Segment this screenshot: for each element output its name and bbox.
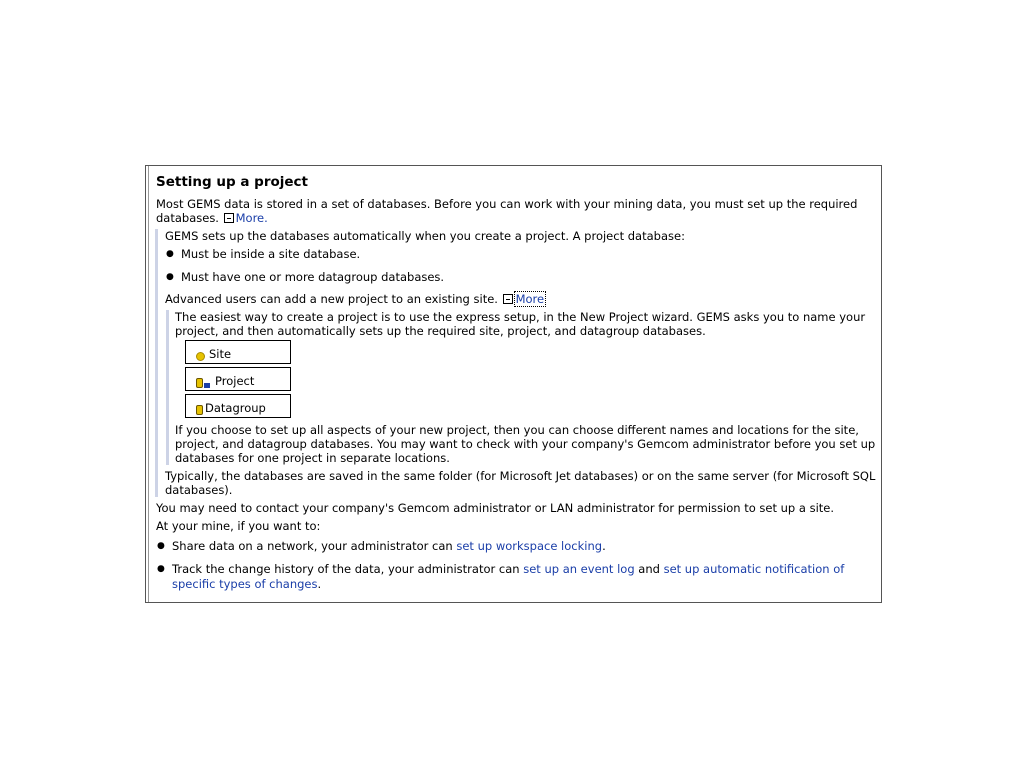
admin-list	[156, 539, 879, 592]
event-log-link[interactable]: set up an event log	[523, 562, 635, 576]
list-item: ● Must have one or more datagroup databases.	[165, 270, 879, 284]
advanced-paragraph	[165, 292, 879, 306]
site-icon	[196, 352, 205, 361]
project-icon	[196, 378, 203, 388]
list-item	[156, 539, 879, 553]
section1-text3: Typically, the databases are saved in the same folder (for Microsoft Jet databases) or on the same server (for Microsoft SQL databases).	[165, 469, 876, 497]
intro-text: Most GEMS data is stored in a set of databases. Before you can work with your mining data, you must set up the required databases.	[156, 197, 858, 225]
workspace-locking-link[interactable]: set up workspace locking	[456, 539, 603, 553]
project-label: Project	[215, 374, 255, 388]
collapse-icon[interactable]	[503, 294, 513, 304]
automatic-notification-link[interactable]: set up automatic notification of specific types of changes	[172, 562, 845, 591]
datagroup-item	[185, 394, 291, 418]
datagroup-icon	[196, 405, 203, 415]
expanded-section-databases	[155, 229, 879, 497]
bullet1-prefix: Share data on a network, your administrator can	[172, 539, 453, 553]
intro-paragraph	[156, 197, 879, 225]
help-panel	[145, 165, 882, 603]
list-item: ● Must be inside a site database.	[165, 247, 879, 261]
project-requirements-list	[165, 247, 879, 284]
more-link-intro[interactable]: More.	[235, 211, 268, 225]
expanded-section-express-setup	[166, 310, 879, 465]
help-content	[156, 173, 879, 592]
datagroup-label: Datagroup	[205, 401, 266, 415]
bullet2-suffix: .	[317, 577, 322, 591]
page-title: Setting up a project	[156, 174, 309, 190]
list-item	[156, 562, 879, 592]
site-label: Site	[209, 347, 232, 361]
collapse-icon[interactable]	[224, 213, 234, 223]
project-item	[185, 367, 291, 391]
mine-intro: At your mine, if you want to:	[156, 519, 321, 533]
bullet2-middle: and	[638, 562, 660, 576]
bullet2-prefix: Track the change history of the data, your administrator can	[172, 562, 520, 576]
bullet1-suffix: .	[602, 539, 606, 553]
more-link-advanced[interactable]: More	[515, 292, 545, 306]
section1-text: GEMS sets up the databases automatically when you create a project. A project database:	[165, 229, 685, 243]
advanced-text: Advanced users can add a new project to an existing site.	[165, 292, 498, 306]
section2-text: The easiest way to create a project is to use the express setup, in the New Project wizard. GEMS asks you to name your project, and then automatically sets up the required site, project, and datagroup databases.	[175, 310, 866, 338]
section2-text2: If you choose to set up all aspects of your new project, then you can choose different names and locations for the site, project, and datagroup databases. You may want to check with your company's Gemcom administrator before you set up databases for one project in separate locations.	[175, 423, 876, 465]
contact-paragraph: You may need to contact your company's Gemcom administrator or LAN administrator for permission to set up a site.	[156, 501, 835, 515]
site-item	[185, 340, 291, 364]
flag-icon	[204, 383, 210, 388]
